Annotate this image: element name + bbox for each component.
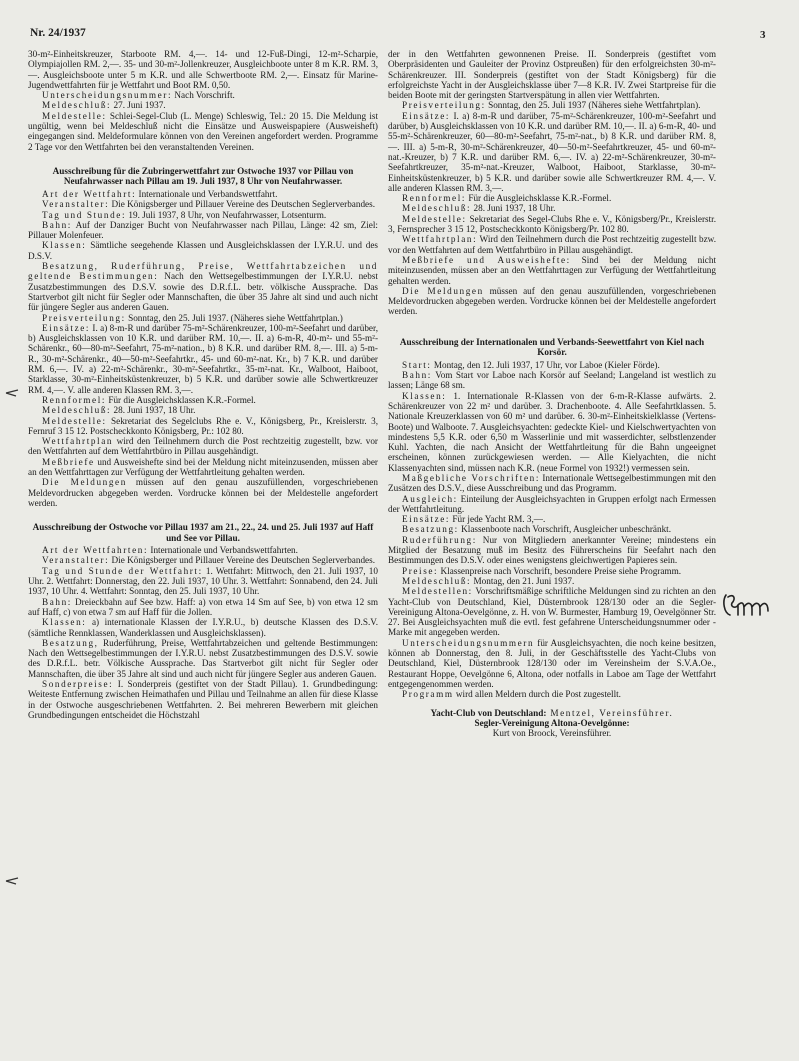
- paragraph: Meldestelle: Schlei-Segel-Club (L. Menge) Schleswig, Tel.: 20 15. Die Meldung ist ungültig, wenn bei Meldeschluß nicht die Einsätze und Ausweispapiere (Ausweisheft) eingegangen sind. Meldeformulare können von den Vereinen angefordert werden. Programme 2 Tage vor den Wettfahrten bei den veranstaltenden Vereinen.: [28, 110, 378, 152]
- signature-line: Segler-Vereinigung Altona-Oevelgönne:: [474, 717, 630, 728]
- paragraph: Veranstalter: Die Königsberger und Pillauer Vereine des Deutschen Seglerverbandes.: [42, 555, 375, 566]
- section-heading: Ausschreibung für die Zubringerwettfahrt zur Ostwoche 1937 vor Pillau von Neufahrwasser nach Pillau am 19. Juli 1937, 8 Uhr von Neufahrwasser.: [52, 165, 354, 187]
- paragraph: Sonderpreise: I. Sonderpreis (gestiftet von der Stadt Pillau). 1. Grundbedingung: Weiteste Entfernung zwischen Heimathafen und Pillau und Teilnahme an allen für diese Klasse in der Ostwoche ausgeschriebenen Wettfahrten. 2. Bei mehreren Bewerbern mit gleichen Grundbedingungen entscheidet die Höchstzahl: [28, 679, 379, 720]
- paragraph: Preisverteilung: Sonntag, den 25. Juli 1937 (Näheres siehe Wettfahrtplan).: [402, 100, 701, 111]
- paragraph: Klassen: Sämtliche seegehende Klassen und Ausgleichsklassen der I.Y.R.U. und des D.S.V.: [28, 240, 378, 261]
- margin-mark-icon: [4, 876, 20, 886]
- section-heading: Ausschreibung der Ostwoche vor Pillau 1937 am 21., 22., 24. und 25. Juli 1937 auf Haff und See vor Pillau.: [32, 522, 374, 543]
- paragraph: Unterscheidungsnummer: Nach Vorschrift.: [42, 90, 235, 101]
- paragraph: Meldestelle: Sekretariat des Segel-Clubs Rhe e. V., Königsberg/Pr., Kreislerstr. 3, Fernsprecher 3 15 12, Postscheckkonto Königsberg/Pr. 102 80.: [388, 213, 716, 235]
- right-column: [388, 49, 716, 738]
- paragraph: Maßgebliche Vorschriften: Internationale Wettsegelbestimmungen mit den Zusätzen des D.S.V., diese Ausschreibung und das Programm.: [388, 472, 716, 494]
- paragraph: Preise: Klassenpreise nach Vorschrift, besondere Preise siehe Programm.: [402, 565, 682, 576]
- left-column: [28, 49, 378, 720]
- paragraph: Die Meldungen müssen auf den genau auszufüllenden, vorgeschriebenen Meldevordrucken abgegeben werden. Vordrucke können bei der Meldestelle angefordert werden.: [28, 477, 378, 508]
- paragraph: Meßbriefe und Ausweishefte: Sind bei der Meldung nicht miteinzusenden, müssen aber an den Wettfahrttagen zur Verfügung der Wettfahrtleitung gehalten werden.: [388, 254, 716, 286]
- signature-line: Kurt von Broock, Vereinsführer.: [492, 728, 612, 739]
- paragraph: Klassen: 1. Internationale R-Klassen von der 6-m-R-Klasse aufwärts. 2. Schärenkreuzer von 22 m² und darüber. 3. Drachenboote. 4. Alle Seefahrtklassen. 5. Nationale Kreuzerklassen von 60 m² und darüber. 6. 30-m²-Einheitskielklasse (Vertens-Boote) und Walboote. 7. Ausgleichsyachten: gedeckte Kiel- und Kielschwertyachten von mindestens 5,5 K.R. oder 6,50 m Wasserlinie und mit wasserdichter, selbstlenzender Kuhl. Yachten, die nach Ansicht der Wettfahrtleitung für die Bahn ungeeignet erscheinen, können zurückgewiesen werden. — Alle Kielyachten, die nicht Klassenyachten sind, müssen nach K.R. (neue Formel von 1932!) vermessen sein.: [388, 390, 716, 473]
- paragraph: Bahn: Auf der Danziger Bucht von Neufahrwasser nach Pillau, Länge: 42 sm, Ziel: Pillauer Molenfeuer.: [28, 219, 378, 241]
- paragraph: Meldeschluß: 27. Juni 1937.: [42, 100, 166, 111]
- paragraph: Bahn: Dreieckbahn auf See bzw. Haff: a) von etwa 14 Sm auf See, b) von etwa 12 sm auf Haff, c) von etwa 7 sm auf Haff für die Jollen.: [28, 596, 378, 617]
- spacer: [388, 700, 716, 708]
- paragraph: Besatzung, Ruderführung, Preise, Wettfahrtabzeichen und geltende Bestimmungen: Nach den Wettsegelbestimmungen der I.Y.R.U. nebst Zusatzbestimmungen des D.S.V. sowie des D.R.f.L. betr. völkische Aussprache. Das Startverbot gilt nicht für Segler oder Mannschaften, die über 35 Jahre alt sind und auch nicht für jüngere Segler aus anderen Gauen.: [28, 261, 378, 313]
- paragraph: Meldeschluß: 28. Juni 1937, 18 Uhr.: [42, 405, 196, 416]
- paragraph: Art der Wettfahrt: Internationale und Verbandswettfahrt.: [42, 188, 278, 199]
- paragraph: Meldeschluß: 28. Juni 1937, 18 Uhr.: [402, 203, 556, 214]
- paragraph: Preisverteilung: Sonntag, den 25. Juli 1937. (Näheres siehe Wettfahrtplan.): [42, 312, 343, 323]
- paragraph: Tag und Stunde der Wettfahrt: 1. Wettfahrt: Mittwoch, den 21. Juli 1937, 10 Uhr. 2. Wettfahrt: Donnerstag, den 22. Juli 1937, 10 Uhr. 3. Wettfahrt: Sonnabend, den 24. Juli 1937, 10 Uhr. 4. Wettfahrt: Sonntag, den 25. Juli 1937, 10 Uhr.: [28, 565, 378, 597]
- paragraph: Start: Montag, den 12. Juli 1937, 17 Uhr, vor Laboe (Kieler Förde).: [402, 359, 660, 370]
- section-heading: Ausschreibung der Internationalen und Verbands-Seewettfahrt von Kiel nach Korsör.: [399, 336, 705, 358]
- paragraph: Einsätze: Für jede Yacht RM. 3,—.: [402, 514, 546, 525]
- paragraph: Tag und Stunde: 19. Juli 1937, 8 Uhr, von Neufahrwasser, Lotsenturm.: [42, 209, 327, 220]
- paragraph: Ausgleich: Einteilung der Ausgleichsyachten in Gruppen erfolgt nach Ermessen der Wettfahrtleitung.: [388, 493, 716, 514]
- paragraph: Rennformel: Für die Ausgleichsklassen K.R.-Formel.: [42, 394, 256, 405]
- paragraph: 30-m²-Einheitskreuzer, Starboote RM. 4,—. 14- und 12-Fuß-Dingi, 12-m²-Scharpie, Olympiajollen RM. 2,—. 35- und 30-m²-Jollenkreuzer, Ausgleichboote unter 8 m K.R. RM. 3,—. Ausgleichsboote unter 5 m K.R. und alle Schwertboote RM. 2,—. Einsatz für Marine-Jugendwettfahrten für je Wettfahrt und Boot RM. 0,50.: [28, 49, 378, 90]
- signature-line: Yacht-Club von Deutschland: Mentzel, Vereinsführer.: [430, 707, 674, 718]
- paragraph: Unterscheidungsnummern für Ausgleichsyachten, die noch keine besitzen, können ab Donnerstag, den 8. Juli, in der Geschäftsstelle des Yacht-Clubs von Deutschland, Kiel, Düsternbrook 128/130 oder im Vereinsheim der S.V.A.Oe., Restaurant Hoppe, Oevelgönne 6, Altona, oder notfalls in Laboe am Tage der Wettfahrt entgegengenommen werden.: [388, 637, 716, 689]
- spacer: [28, 508, 378, 516]
- paragraph: Einsätze: I. a) 8-m-R und darüber, 75-m²-Schärenkreuzer, 100-m²-Seefahrt und darüber, b) Ausgleichsklassen von 10 K.R. und darüber RM. 10,—. II. a) 6-m-R, 40- und 55-m²-Schärenkreuzer, 60—80-m²-Seefahrt, 75-m²-nat., b) 8 K.R. und darüber RM. 8,—. III. a) 5-m-R, 30-m²-Schärenkreuzer, 40—50-m²-Seefahrtkreuzer, 45- und 60-m²-nat.-Kreuzer, b) 7 K.R. und darüber RM. 6,—. IV. a) 22-m²-Schärenkreuzer, 30-m²-Seefahrtkreuzer, 35-m²-nat.-Kreuzer, Walboot, Haiboot, Starklasse, 30-m²-Einheitsküstenkreuzer, b) 5 K.R. und darüber sowie alle Schwertkreuzer RM. 4,—. V. alle anderen Klassen RM. 3,—.: [388, 110, 716, 193]
- paragraph: Besatzung: Klassenboote nach Vorschrift, Ausgleicher unbeschränkt.: [402, 524, 672, 535]
- paragraph: Art der Wettfahrten: Internationale und Verbandswettfahrten.: [42, 545, 298, 556]
- paragraph: Programm wird allen Meldern durch die Post zugestellt.: [402, 689, 621, 700]
- spacer: [388, 317, 716, 331]
- paragraph: Meldestelle: Sekretariat des Segelclubs Rhe e. V., Königsberg, Pr., Kreislerstr. 3, Fernruf 3 15 12. Postscheckkonto Königsberg, Pr.: 102 80.: [28, 415, 378, 436]
- paragraph: Klassen: a) internationale Klassen der I.Y.R.U., b) deutsche Klassen des D.S.V. (sämtliche Rennklassen, Wanderklassen und Ausgleichsklassen).: [28, 617, 378, 638]
- paragraph: Bahn: Vom Start vor Laboe nach Korsör auf Seeland; Langeland ist westlich zu lassen; Länge 68 sm.: [388, 370, 716, 391]
- paragraph: der in den Wettfahrten gewonnenen Preise. II. Sonderpreis (gestiftet vom Oberpräsidenten und Gauleiter der Provinz Ostpreußen) für den erfolgreichsten 30-m²-Schärenkreuzer. III. Sonderpreis (gestiftet von der Stadt Königsberg) für die erfolgreichste Yacht in der Ausgleichsklasse über 7—8 K.R. IV. Zwei Startpreise für die beiden Boote mit der geringsten Startverspätung in allen vier Wettfahrten.: [388, 49, 716, 101]
- spacer: [28, 152, 378, 160]
- paragraph: Meßbriefe und Ausweishefte sind bei der Meldung nicht miteinzusenden, müssen aber an den Wettfahrttagen zur Verfügung der Wettfahrtleitung gehalten werden.: [28, 456, 378, 477]
- paragraph: Meldeschluß: Montag, den 21. Juni 1937.: [402, 575, 575, 586]
- margin-mark-icon: [4, 388, 20, 398]
- paragraph: Meldestellen: Vorschriftsmäßige schriftliche Meldungen sind zu richten an den Yacht-Club von Deutschland, Kiel, Düsternbrook 128/130 oder an die Segler-Vereinigung Altona-Oevelgönne, z. H. von W. Burmester, Hamburg 19, Oevelgönner Str. 27. Bei Ausgleichsyachten muß die evtl. fest gefahrene Unterscheidungsnummer oder -Marke mit angegeben werden.: [388, 586, 716, 638]
- paragraph: Die Meldungen müssen auf den genau auszufüllenden, vorgeschriebenen Meldevordrucken abgegeben werden. Vordrucke können bei der Meldestelle angefordert werden.: [388, 285, 716, 317]
- paragraph: Einsätze: I. a) 8-m-R und darüber 75-m²-Schärenkreuzer, 100-m²-Seefahrt und darüber, b) Ausgleichsklassen von 10 K.R. und darüber RM. 10,—. II. a) 6-m-R, 40-m²- und 55-m²-Schärenkr., 60—80-m²-Seefahrt, 75-m²-nation., b) 8 K.R. und darüber RM. 8,—. III. a) 5-m-R., 30-m²-Schärenkr., 40—50-m²-Seefahrtkr., 45- und 60-m²-nat. Kr., b) 7 K.R. und darüber RM. 6,—. IV. a) 22-m²-Schärenkr., 30-m²-Seefahrtkr., 35-m²-nat. Kr., Walboot, Haiboot, Starklasse, 30-m²-Einheitsküstenkreuzer, b) 5 K.R. und darüber sowie alle Schwertkreuzer RM. 4,—. V. alle anderen Klassen RM. 3,—.: [28, 322, 378, 395]
- paragraph: Wettfahrtplan wird den Teilnehmern durch die Post rechtzeitig zugestellt, bzw. vor den Wettfahrten auf dem Wettfahrtbüro in Pillau ausgehändigt.: [28, 436, 378, 457]
- page-number: 3: [760, 29, 766, 41]
- paragraph: Besatzung, Ruderführung, Preise, Wettfahrtabzeichen und geltende Bestimmungen: Nach den Wettsegelbestimmungen der I.Y.R.U. nebst Zusatzbestimmungen des D.S.V. sowie des D.R.f.L. betr. Völkische Aussprache. Das Startverbot gilt nicht für Segler oder Mannschaften, die über 35 Jahre alt sind und auch nicht für jüngere Segler aus anderen Gauen.: [28, 637, 378, 679]
- issue-number: Nr. 24/1937: [30, 27, 86, 39]
- paragraph: Veranstalter: Die Königsberger und Pillauer Vereine des Deutschen Seglerverbandes.: [42, 199, 375, 210]
- paragraph: Wettfahrtplan: Wird den Teilnehmern durch die Post rechtzeitig zugestellt bzw. vor den Wettfahrten auf dem Wettfahrtbüro in Pillau ausgehändigt.: [388, 234, 716, 255]
- paragraph: Rennformel: Für die Ausgleichsklasse K.R.-Formel.: [402, 193, 612, 204]
- paragraph: Ruderführung: Nur von Mitgliedern anerkannter Vereine; mindestens ein Mitglied der Besatzung muß im Besitz des Führerscheins für Seefahrt nach den Bestimmungen des D.S.V. oder eines wenigstens gleichwertigen Papieres sein.: [388, 534, 716, 566]
- handwritten-mark-icon: [720, 585, 780, 625]
